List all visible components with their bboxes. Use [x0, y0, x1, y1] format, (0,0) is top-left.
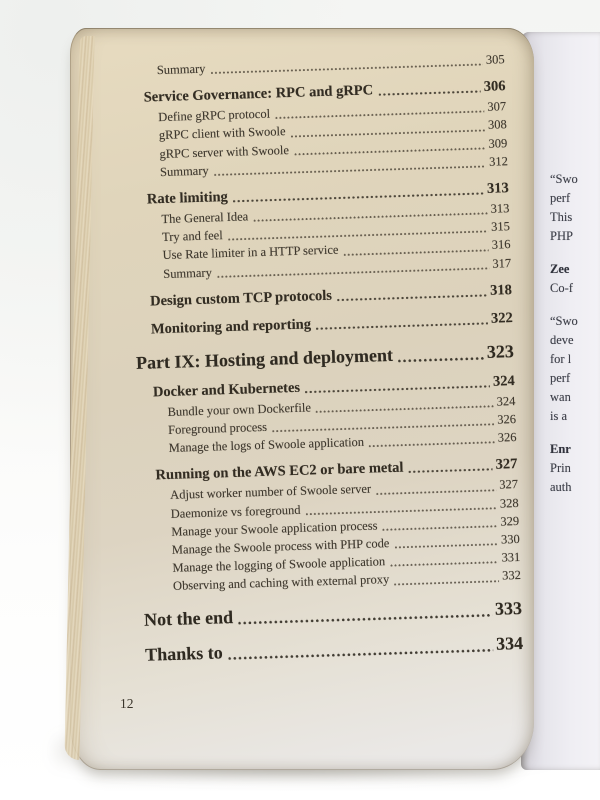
toc-entry-label: Part IX: Hosting and deployment [135, 344, 394, 373]
right-page-text-line: deve [550, 333, 574, 347]
toc-page-number: 331 [501, 550, 521, 565]
dot-leader [398, 355, 484, 363]
dot-leader [369, 440, 495, 448]
toc-entry-label: Summary [159, 163, 209, 179]
toc-entry-label: Not the end [143, 606, 234, 630]
toc-page-number: 309 [488, 135, 508, 151]
toc-entry-label: Use Rate limiter in a HTTP service [162, 242, 339, 263]
right-page-text-line: Enr [550, 442, 571, 456]
toc-entry-label: Service Governance: RPC and gRPC [143, 82, 374, 106]
dot-leader [383, 524, 498, 532]
toc-page-number: 308 [487, 117, 507, 133]
toc-entry-label: Try and feel [161, 228, 223, 245]
dot-leader [238, 612, 492, 625]
right-page-text-line: PHP [550, 229, 573, 243]
toc-page-number: 326 [497, 430, 517, 445]
dot-leader [390, 560, 499, 567]
toc-entry-label: Manage your Swoole application process [171, 518, 378, 539]
toc-page-number: 317 [492, 255, 512, 271]
toc-page-number: 322 [490, 309, 514, 327]
toc-page-number: 330 [500, 532, 520, 547]
toc-page-number: 323 [486, 340, 515, 362]
dot-leader [316, 321, 488, 330]
right-page-text-line: “Swo [550, 314, 578, 328]
toc-page-number: 315 [490, 219, 511, 234]
right-page-text-fragments [550, 170, 600, 497]
toc-page-number: 332 [501, 568, 522, 583]
toc-row [127, 50, 505, 80]
right-page-text-line: “Swo [550, 172, 578, 186]
toc-page-number: 334 [495, 632, 524, 654]
right-page-text-line: This [550, 210, 573, 224]
dot-leader [217, 266, 490, 279]
toc-row [144, 596, 523, 632]
toc-entry-label: Manage the Swoole process with PHP code [171, 536, 390, 557]
toc-entry-label: Design custom TCP protocols [149, 287, 333, 310]
right-page-text-line: for l [550, 352, 572, 366]
toc-page-number: 316 [491, 237, 511, 253]
toc-page-number: 327 [499, 477, 519, 493]
dot-leader [409, 467, 493, 474]
toc-page-number: 313 [486, 180, 509, 197]
right-page-text-line: auth [550, 480, 572, 494]
right-page-text-line: perf [550, 371, 571, 385]
toc-page-number: 329 [500, 513, 520, 529]
toc-entry-label: Manage the logs of Swoole application [168, 435, 365, 456]
right-page-text-line: perf [550, 191, 571, 205]
toc-page-number: 307 [487, 99, 507, 114]
toc-row [136, 339, 515, 375]
dot-leader [214, 164, 487, 177]
toc-page-number: 327 [495, 456, 518, 474]
dot-leader [305, 384, 490, 394]
table-of-contents [127, 50, 524, 668]
toc-entry-label: Rate limiting [146, 188, 229, 208]
toc-entry-label: Manage the logging of Swoole application [172, 554, 386, 576]
dot-leader [228, 647, 493, 660]
dot-leader [210, 62, 483, 75]
toc-entry-label: Summary [156, 61, 206, 78]
right-page-text-line: wan [550, 390, 571, 404]
dot-leader [378, 89, 481, 96]
right-page-text-line: Zee [550, 262, 570, 276]
toc-entry-label: Daemonize vs foreground [170, 502, 301, 521]
right-page-text-line: Prin [550, 461, 571, 475]
toc-entry-label: gRPC client with Swoole [158, 124, 286, 143]
toc-entry-label: Observing and caching with external proxy [172, 572, 390, 594]
toc-page-number: 326 [497, 412, 517, 427]
toc-page-number: 333 [494, 597, 523, 619]
toc-page-number: 318 [489, 281, 513, 299]
toc-page-number: 324 [496, 393, 516, 409]
toc-entry-label: Bundle your own Dockerfile [167, 400, 312, 419]
toc-entry-label: The General Idea [161, 209, 249, 227]
toc-entry-label: Thanks to [144, 642, 224, 665]
page-edge-stack [64, 36, 94, 760]
toc-page-number: 313 [490, 201, 510, 216]
dot-leader [394, 542, 498, 549]
dot-leader [394, 578, 499, 585]
right-page-text-line: is a [550, 409, 568, 423]
dot-leader [337, 293, 487, 302]
toc-page-number: 328 [499, 495, 519, 511]
toc-row [135, 308, 513, 340]
toc-entry-label: Monitoring and reporting [150, 316, 312, 338]
toc-entry-label: Running on the AWS EC2 or bare metal [155, 460, 404, 484]
toc-entry-label: Foreground process [167, 419, 268, 437]
toc-entry-label: Define gRPC protocol [158, 106, 271, 125]
toc-entry-label: Adjust worker number of Swoole server [169, 482, 372, 503]
toc-entry-label: gRPC server with Swoole [159, 142, 290, 161]
toc-entry-label: Summary [163, 265, 213, 281]
toc-row [145, 631, 524, 667]
right-page-text-line: Co-f [550, 281, 573, 295]
toc-page-number: 306 [483, 78, 506, 96]
page-number: 12 [120, 696, 134, 711]
toc-page-number: 324 [492, 372, 516, 390]
toc-row [134, 280, 512, 312]
toc-entry-label: Docker and Kubernetes [152, 379, 301, 401]
toc-page-number: 312 [488, 153, 509, 169]
toc-page-number: 305 [485, 52, 505, 67]
left-page [70, 28, 534, 770]
